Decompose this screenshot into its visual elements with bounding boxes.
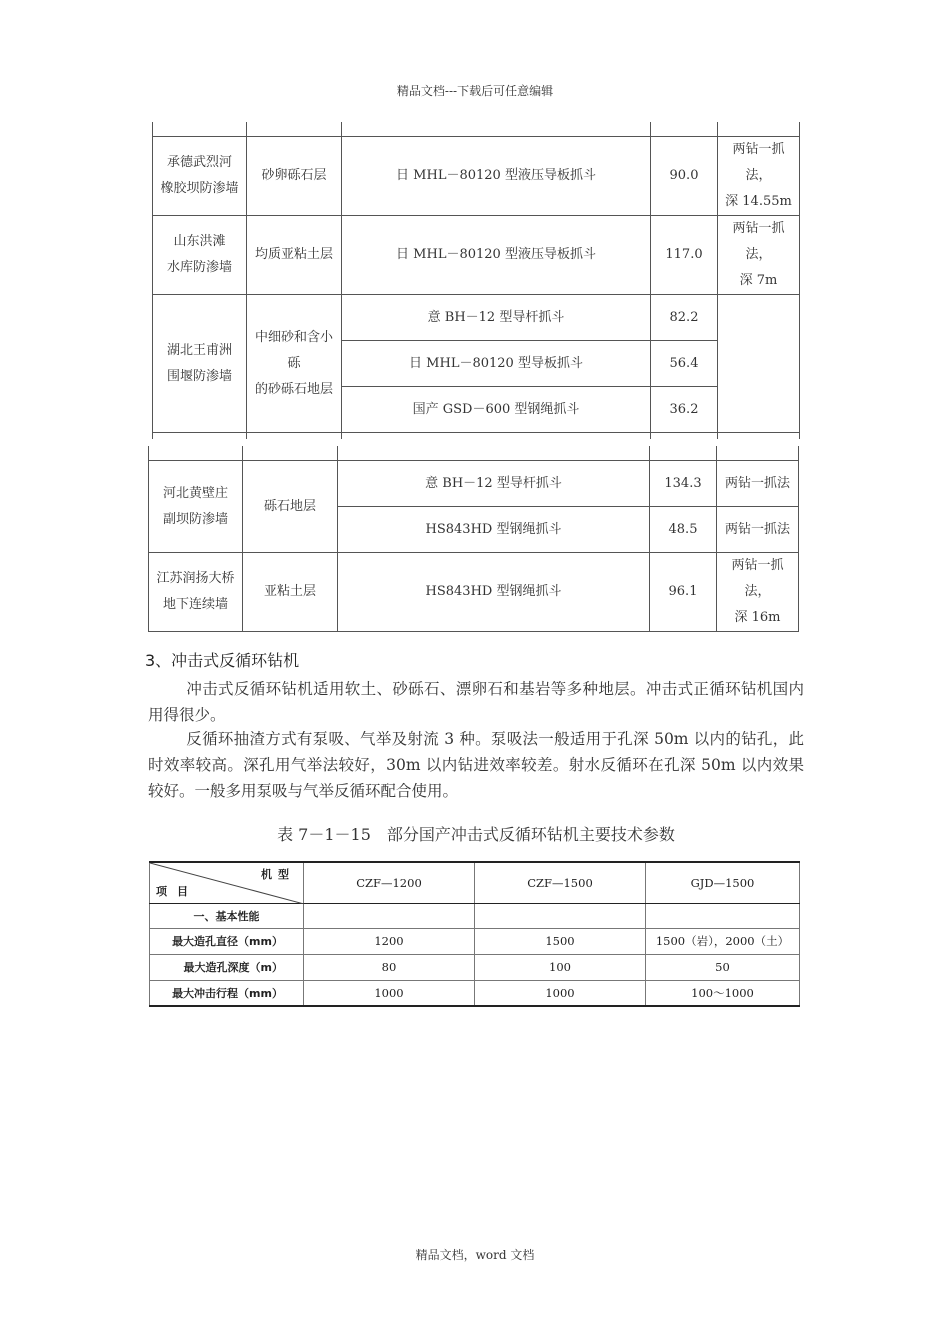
- value-cell: 1200: [304, 928, 475, 954]
- section-label: 一、基本性能: [150, 903, 304, 928]
- stratum-cell: 中细砂和含小砾 的砂砾石地层: [247, 295, 342, 433]
- efficiency-cell: 82.2: [651, 295, 718, 341]
- site-cell: 河北黄壁庄 副坝防渗墙: [149, 461, 243, 553]
- equipment-cell: HS843HD 型钢绳抓斗: [338, 507, 650, 553]
- value-cell: 1000: [304, 980, 475, 1006]
- section-title: 3、冲击式反循环钻机: [145, 651, 300, 670]
- table-row: [149, 461, 799, 507]
- equipment-cell: 日 MHL－80120 型导板抓斗: [342, 341, 651, 387]
- page-footer: 精品文档，word 文档: [415, 1248, 535, 1262]
- efficiency-cell: 90.0: [651, 137, 718, 216]
- site-cell: 湖北王甫洲 围堰防渗墙: [153, 295, 247, 433]
- value-cell: 100～1000: [646, 980, 800, 1006]
- note-cell: 两钻一抓法: [717, 507, 799, 553]
- efficiency-cell: 56.4: [651, 341, 718, 387]
- table-row: [150, 928, 800, 954]
- table-row: [149, 553, 799, 632]
- model-header-3: GJD—1500: [646, 862, 800, 903]
- site-cell: 江苏润扬大桥 地下连续墙: [149, 553, 243, 632]
- stratum-cell: 均质亚粘土层: [247, 216, 342, 295]
- corner-header-cell: [150, 862, 304, 903]
- table-row: [150, 954, 800, 980]
- value-cell: 1500: [475, 928, 646, 954]
- corner-model-label: 机型: [261, 868, 295, 881]
- value-cell: 100: [475, 954, 646, 980]
- table-row: [153, 295, 800, 341]
- note-cell: 两钻一抓法: [717, 461, 799, 507]
- stratum-cell: 砾石地层: [243, 461, 338, 553]
- equipment-cell: 日 MHL－80120 型液压导板抓斗: [342, 137, 651, 216]
- page-header: 精品文档---下载后可任意编辑: [396, 84, 554, 98]
- stratum-cell: 砂卵砾石层: [247, 137, 342, 216]
- paragraph-2: 反循环抽渣方式有泵吸、气举及射流 3 种。泵吸法一般适用于孔深 50m 以内的钻孔，此时效率较高。深孔用气举法较好，30m 以内钻进效率较差。射水反循环在孔深 50m 以内效果较好。一般多用泵吸与气举反循环配合使用。: [148, 730, 804, 800]
- table-row: [153, 137, 800, 216]
- value-cell: 50: [646, 954, 800, 980]
- paragraph-1: 冲击式反循环钻机适用软土、砂砾石、漂卵石和基岩等多种地层。冲击式正循环钻机国内用得很少。: [148, 680, 804, 724]
- drill-parameters-table: [149, 861, 800, 1007]
- equipment-cell: 意 BH－12 型导杆抓斗: [342, 295, 651, 341]
- note-cell: [718, 295, 800, 433]
- section-row: [150, 903, 800, 928]
- value-cell: 80: [304, 954, 475, 980]
- site-cell: 承德武烈河 橡胶坝防渗墙: [153, 137, 247, 216]
- corner-item-label: 项目: [156, 884, 198, 898]
- efficiency-cell: 96.1: [650, 553, 717, 632]
- efficiency-cell: 48.5: [650, 507, 717, 553]
- row-label: 最大冲击行程（mm）: [150, 980, 304, 1006]
- value-cell: 1000: [475, 980, 646, 1006]
- note-cell: 两钻一抓法， 深 7m: [718, 216, 800, 295]
- value-cell: 1500（岩），2000（土）: [646, 928, 800, 954]
- construction-table-part2: [148, 446, 799, 632]
- equipment-cell: 日 MHL－80120 型液压导板抓斗: [342, 216, 651, 295]
- equipment-cell: 意 BH－12 型导杆抓斗: [338, 461, 650, 507]
- stratum-cell: 亚粘土层: [243, 553, 338, 632]
- efficiency-cell: 134.3: [650, 461, 717, 507]
- row-label: 最大造孔深度（m）: [150, 954, 304, 980]
- table-row: [153, 216, 800, 295]
- table-caption: 表 7－1－15 部分国产冲击式反循环钻机主要技术参数: [277, 825, 675, 844]
- table-header-row: [150, 862, 800, 903]
- note-cell: 两钻一抓法， 深 16m: [717, 553, 799, 632]
- note-cell: 两钻一抓法， 深 14.55m: [718, 137, 800, 216]
- efficiency-cell: 117.0: [651, 216, 718, 295]
- site-cell: 山东洪滩 水库防渗墙: [153, 216, 247, 295]
- table-row: [150, 980, 800, 1006]
- row-label: 最大造孔直径（mm）: [150, 928, 304, 954]
- model-header-1: CZF—1200: [304, 862, 475, 903]
- model-header-2: CZF—1500: [475, 862, 646, 903]
- equipment-cell: 国产 GSD－600 型钢绳抓斗: [342, 387, 651, 433]
- construction-table-part1: [152, 122, 800, 439]
- efficiency-cell: 36.2: [651, 387, 718, 433]
- equipment-cell: HS843HD 型钢绳抓斗: [338, 553, 650, 632]
